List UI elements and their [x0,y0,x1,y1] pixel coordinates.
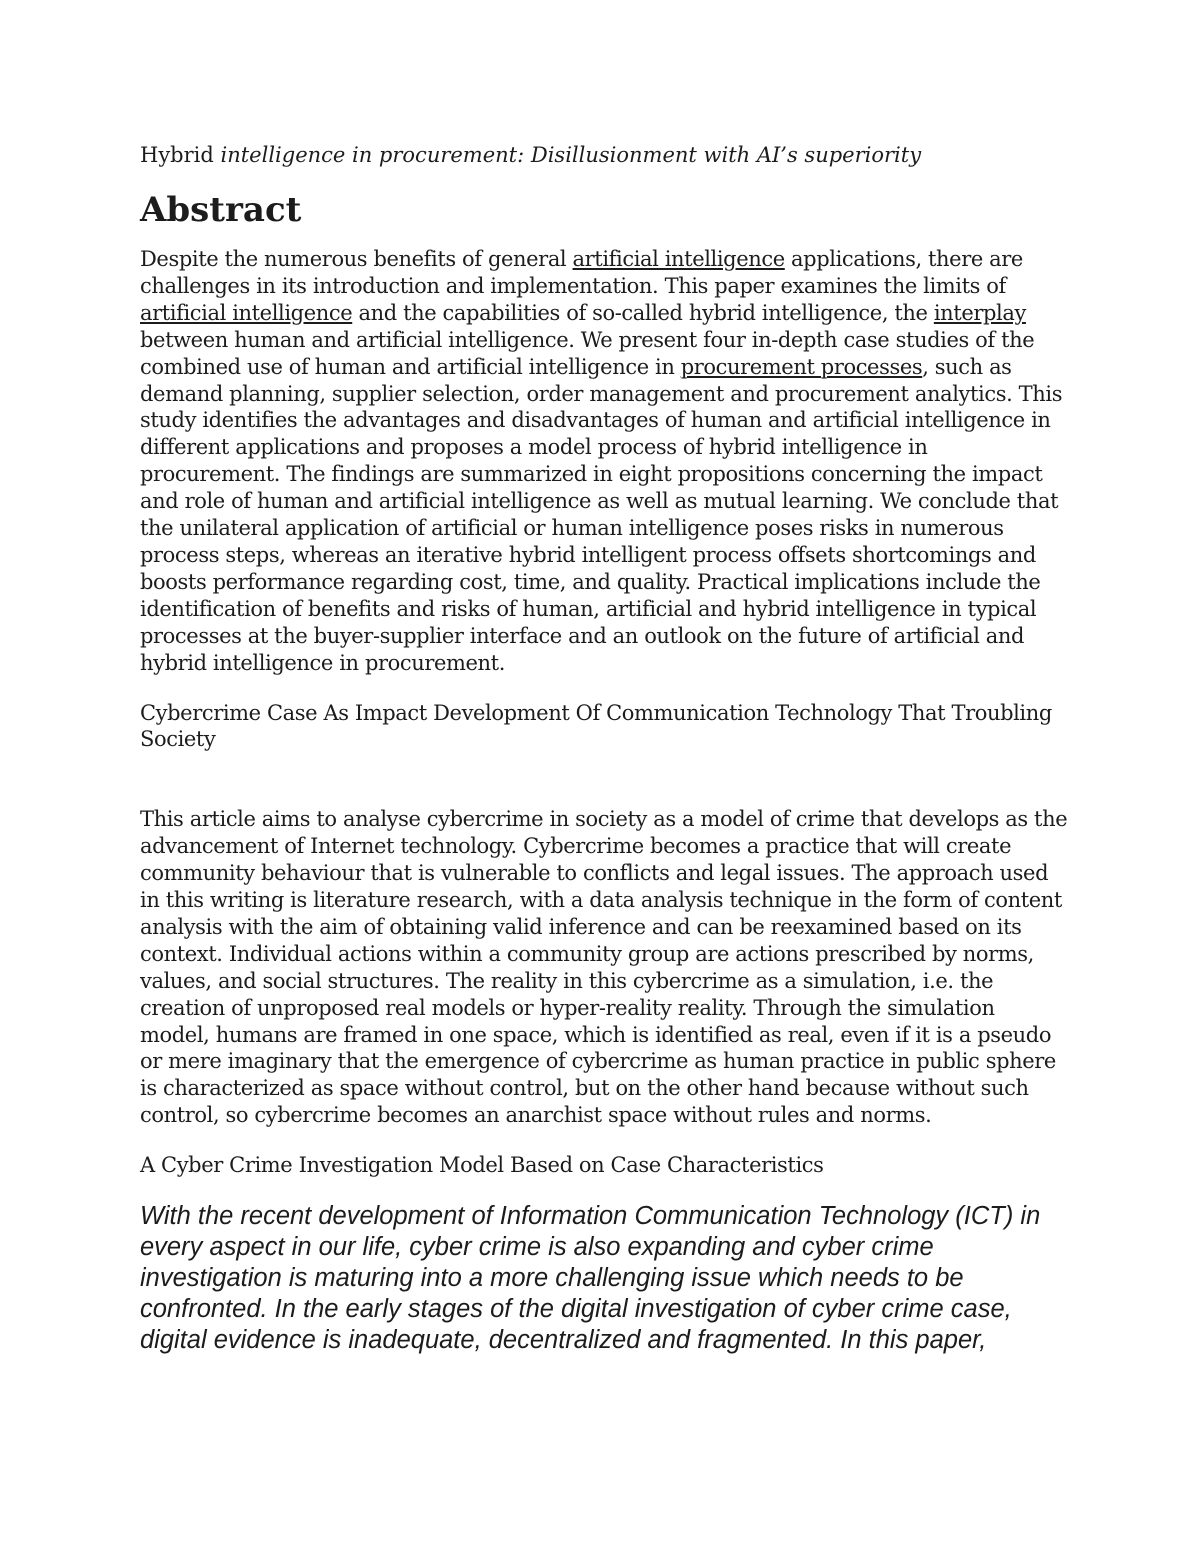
link-artificial-intelligence-1[interactable]: artificial intelligence [572,247,785,271]
document-page [140,140,1070,1356]
paper3-title: A Cyber Crime Investigation Model Based on Case Characteristics [140,1153,824,1178]
paper3-abstract: With the recent development of Information Communication Technology (ICT) in every aspect in our life, cyber crime is also expanding and cyber crime investigation is maturing into a more challenging issue which needs to be confronted. In the early stages of the digital investigation of cyber crime case, digital evidence is inadequate, decentralized and fragmented. In this paper, [140,1202,1041,1355]
paper1-title-plain: Hybrid [140,143,221,167]
abstract-text-2: applications, there are challenges in its introduction and implementation. This paper examines the limits of [140,247,1023,298]
link-artificial-intelligence-2[interactable]: artificial intelligence [140,300,353,325]
abstract-text-1: Despite the numerous benefits of general [140,247,573,271]
paper2-abstract: This article aims to analyse cybercrime in society as a model of crime that develops as the advancement of Internet technology. Cybercrime becomes a practice that will create community behaviour that is vulnerable to conflicts and legal issues. The approach used in this writing is literature research, with a data analysis technique in the form of content analysis with the aim of obtaining valid inference and can be reexamined based on its context. Individual actions within a community group are actions prescribed by norms, values, and social structures. The reality in this cybercrime as a simulation, i.e. the creation of unproposed real models or hyper-reality reality. Through the simulation model, humans are framed in one space, which is identified as real, even if it is a pseudo or mere imaginary that the emergence of cybercrime as human practice in public sphere is characterized as space without control, but on the other hand because without such control, so cybercrime becomes an anarchist space without rules and norms. [140,807,1068,1128]
paper2-title: Cybercrime Case As Impact Development Of Communication Technology That Troubling Society [140,700,1052,752]
abstract-text-4: between human and artificial intelligence. We present four in-depth case studies of the combined use of human and artificial intelligence in [140,327,1035,379]
link-procurement-processes[interactable]: procurement processes [680,354,923,379]
abstract-heading: Abstract [140,190,302,230]
paper1-title [140,140,1070,170]
paper1-title-italic: intelligence in procurement: Disillusionment with AI’s superiority [220,143,922,167]
abstract-text-3: and the capabilities of so-called hybrid intelligence, the [352,300,934,325]
link-interplay[interactable]: interplay [933,300,1026,325]
abstract-text-5: , such as demand planning, supplier selection, order management and procurement analytics. This study identifies the advantages and disadvantages of human and artificial intelligence in different applications and proposes a model process of hybrid intelligence in procurement. The findings are summarized in eight propositions concerning the impact and role of human and artificial intelligence as well as mutual learning. We conclude that the unilateral application of artificial or human intelligence poses risks in numerous process steps, whereas an iterative hybrid intelligent process offsets shortcomings and boosts performance regarding cost, time, and quality. Practical implications include the identification of benefits and risks of human, artificial and hybrid intelligence in typical processes at the buyer-supplier interface and an outlook on the future of artificial and hybrid intelligence in procurement. [140,354,1063,675]
paper1-abstract [140,246,1070,677]
